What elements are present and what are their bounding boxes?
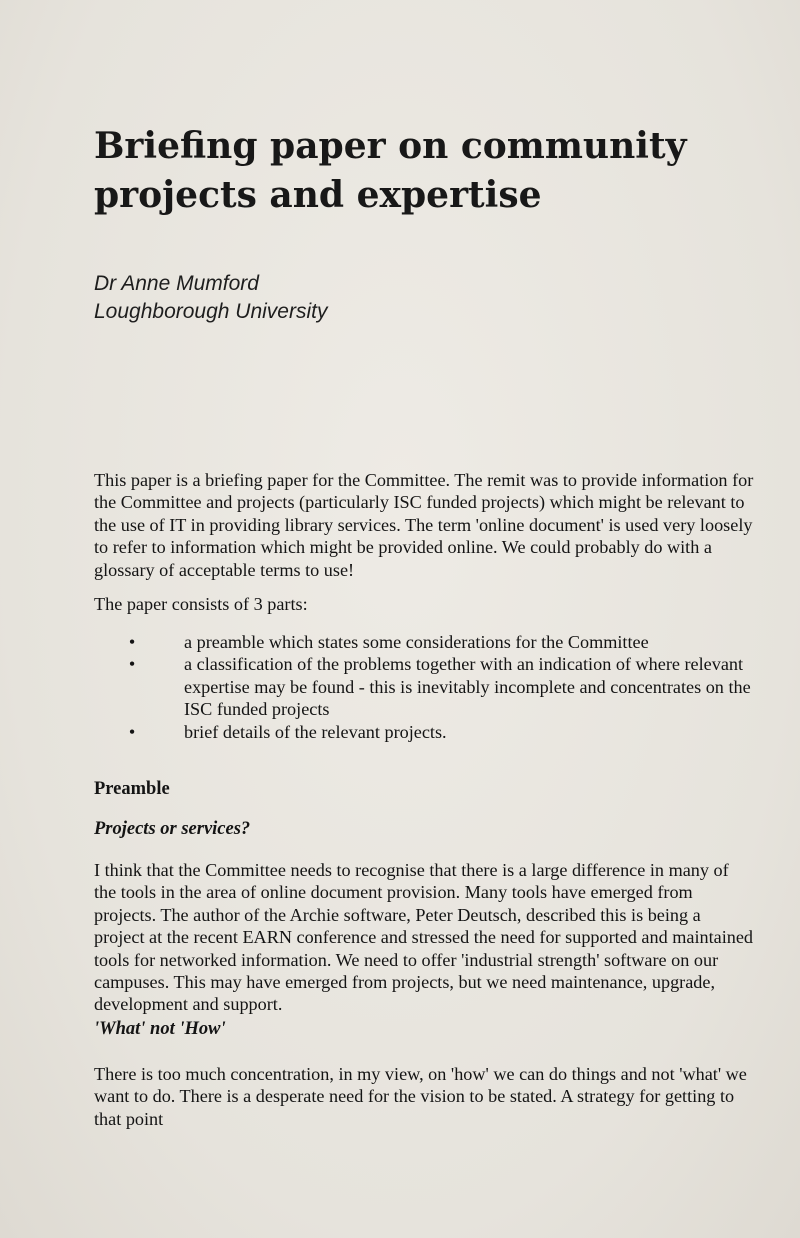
preamble-heading: Preamble [94,779,170,799]
parts-list [94,631,754,743]
list-item [94,721,754,743]
list-item [94,631,754,653]
list-item-text: a classification of the problems together with an indication of where relevant expertise may be found - this is inevitably incomplete and concentrates on the ISC funded projects [184,654,751,720]
bullet-icon: • [128,721,136,742]
parts-intro: The paper consists of 3 parts: [94,594,308,614]
bullet-icon: • [128,654,136,675]
author-name: Dr Anne Mumford [94,272,259,295]
intro-paragraph: This paper is a briefing paper for the Committee. The remit was to provide information for the Committee and projects (particularly ISC funded projects) which might be relevant to the use of IT in providing library services. The term 'online document' is used very loosely to refer to information which might be provided online. We could probably do with a glossary of acceptable terms to use! [94,470,754,580]
bullet-icon: • [128,632,136,652]
what-how-paragraph: There is too much concentration, in my view, on 'how' we can do things and not 'what' we want to do. There is a desperate need for the vision to be stated. A strategy for getting to that point [94,1064,747,1129]
list-item-text: a preamble which states some considerations for the Committee [184,632,649,652]
projects-paragraph: I think that the Committee needs to recognise that there is a large difference in many of the tools in the area of online document provision. Many tools have emerged from projects. The author of the Archie software, Peter Deutsch, described this is being a project at the recent EARN conference and stressed the need for supported and maintained tools for networked information. We need to offer 'industrial strength' software on our campuses. This may have emerged from projects, but we need maintenance, upgrade, development and support. [94,860,754,1015]
projects-heading: Projects or services? [94,819,251,839]
what-how-heading: 'What' not 'How' [94,1019,226,1039]
author-block [94,270,327,326]
list-item [94,653,754,720]
document-title: Briefing paper on community projects and expertise [94,125,687,216]
author-affiliation: Loughborough University [94,300,328,323]
list-item-text: brief details of the relevant projects. [184,721,447,742]
